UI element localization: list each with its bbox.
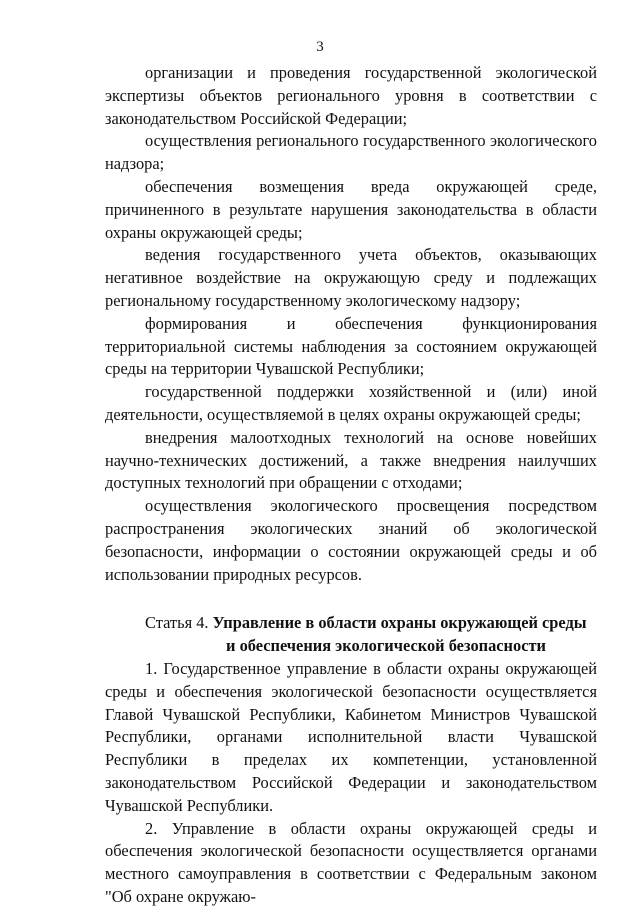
list-item: организации и проведения государственной экологической экспертизы объектов регионального уровня в соответствии с законодательством Российской Федерации; [105, 63, 597, 128]
document-body [105, 62, 597, 909]
list-item: внедрения малоотходных технологий на основе новейших научно-технических достижений, а также внедрения наилучших доступных технологий при обращении с отходами; [105, 427, 597, 493]
list-item: ведения государственного учета объектов, оказывающих негативное воздействие на окружающую среду и подлежащих региональному государственному экологическому надзору; [105, 245, 597, 310]
article-title-line1: Управление в области охраны окружающей среды [212, 613, 587, 633]
list-item: осуществления экологического просвещения посредством распространения экологических знаний об экологической безопасности, информации о состоянии окружающей среды и об использовании природных ресурсов. [105, 496, 597, 584]
article-title-line2: и обеспечения экологической безопасности [226, 636, 546, 656]
article-paragraph: 1. Государственное управление в области охраны окружающей среды и обеспечения экологической безопасности осуществляется Главой Чувашской Республики, Кабинетом Министров Чувашской Республики, органами исполнительной власти Чувашской Республики в пределах их компетенции, установленной законодательством Российской Федерации и законодательством Чувашской Республики. [105, 658, 597, 815]
list-item: формирования и обеспечения функционирования территориальной системы наблюдения за состоянием окружающей среды на территории Чувашской Республики; [105, 313, 597, 379]
article-label: Статья 4. [145, 613, 209, 633]
list-item: обеспечения возмещения вреда окружающей среде, причиненного в результате нарушения законодательства в области охраны окружающей среды; [105, 176, 597, 242]
article-heading [105, 612, 597, 635]
article-paragraph: 2. Управление в области охраны окружающей среды и обеспечения экологической безопасности осуществляется органами местного самоуправления в соответствии с Федеральным законом "Об охране окружаю- [105, 818, 597, 906]
list-item: осуществления регионального государственного экологического надзора; [105, 131, 597, 174]
page-number: 3 [316, 39, 324, 55]
list-item: государственной поддержки хозяйственной и (или) иной деятельности, осуществляемой в целях охраны окружающей среды; [105, 382, 597, 424]
